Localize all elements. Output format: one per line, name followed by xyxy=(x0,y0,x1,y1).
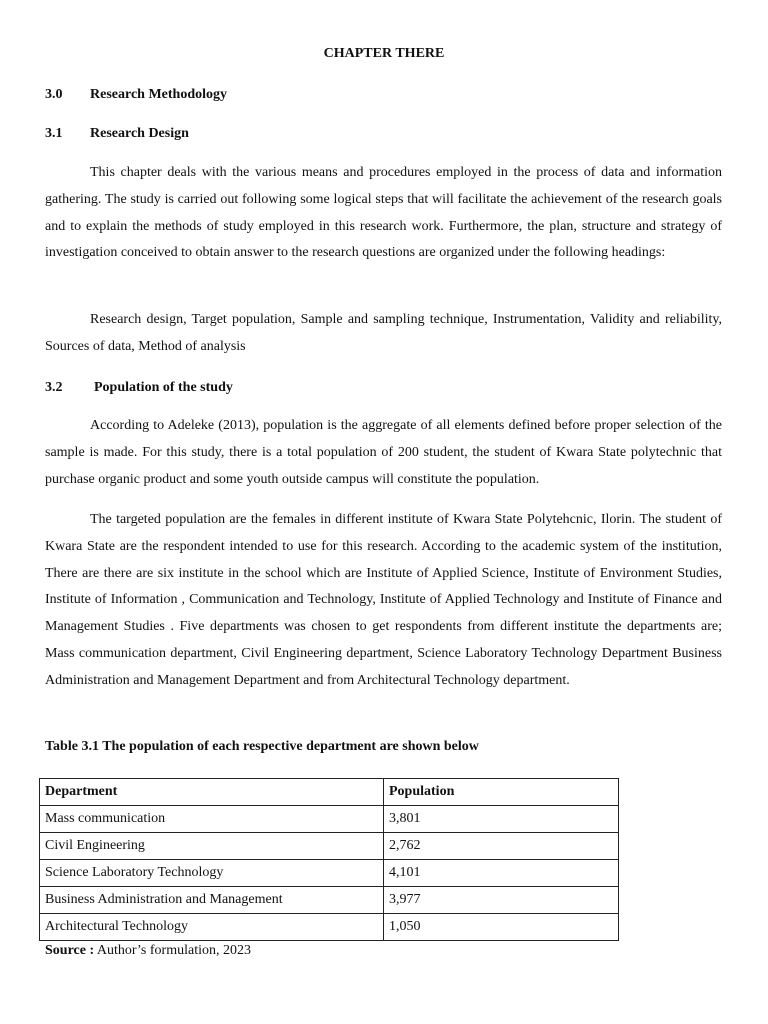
table-caption: Table 3.1 The population of each respective department are shown below xyxy=(45,739,479,754)
table-row xyxy=(40,860,619,887)
section-number: 3.2 xyxy=(45,380,63,395)
source-label: Source : xyxy=(45,943,95,958)
cell-population: 3,977 xyxy=(384,887,619,914)
section-title: Research Methodology xyxy=(90,87,227,102)
header-population: Population xyxy=(384,779,619,806)
header-department: Department xyxy=(40,779,384,806)
cell-department: Civil Engineering xyxy=(40,833,384,860)
table-row xyxy=(40,914,619,941)
section-number: 3.0 xyxy=(45,87,63,102)
cell-population: 3,801 xyxy=(384,806,619,833)
paragraph-headings-list: Research design, Target population, Sample and sampling technique, Instrumentation, Validity and reliability, Sources of data, Method of analysis xyxy=(45,312,722,354)
table-row xyxy=(40,833,619,860)
cell-population: 4,101 xyxy=(384,860,619,887)
cell-department: Business Administration and Management xyxy=(40,887,384,914)
chapter-title: CHAPTER THERE xyxy=(323,46,445,61)
paragraph-research-design: This chapter deals with the various means and procedures employed in the process of data and information gathering. The study is carried out following some logical steps that will facilitate the achievement of the research goals and to explain the methods of study employed in this research work. Furthermore, the plan, structure and strategy of investigation conceived to obtain answer to the research questions are organized under the following headings: xyxy=(45,165,722,261)
cell-department: Science Laboratory Technology xyxy=(40,860,384,887)
cell-department: Architectural Technology xyxy=(40,914,384,941)
table-header-row xyxy=(40,779,619,806)
table-source xyxy=(45,943,251,959)
section-title: Research Design xyxy=(90,126,189,141)
section-heading-3-2 xyxy=(45,380,233,396)
source-text: Author’s formulation, 2023 xyxy=(94,943,251,958)
table-row xyxy=(40,806,619,833)
cell-department: Mass communication xyxy=(40,806,384,833)
paragraph-targeted-population: The targeted population are the females in different institute of Kwara State Polytehcnic, Ilorin. The student of Kwara State are the respondent intended to use for this research. According to the academic system of the institution, There are there are six institute in the school which are Institute of Applied Science, Institute of Environment Studies, Institute of Information , Communication and Technology, Institute of Applied Technology and Institute of Finance and Management Studies . Five departments was chosen to get respondents from different institute the departments are; Mass communication department, Civil Engineering department, Science Laboratory Technology Department Business Administration and Management Department and from Architectural Technology department. xyxy=(45,512,722,688)
section-number: 3.1 xyxy=(45,126,63,141)
cell-population: 2,762 xyxy=(384,833,619,860)
section-title: Population of the study xyxy=(94,380,233,395)
cell-population: 1,050 xyxy=(384,914,619,941)
paragraph-population-definition: According to Adeleke (2013), population is the aggregate of all elements defined before proper selection of the sample is made. For this study, there is a total population of 200 student, the student of Kwara State polytechnic that purchase organic product and some youth outside campus will constitute the population. xyxy=(45,418,722,487)
table-row xyxy=(40,887,619,914)
section-heading-3-1 xyxy=(45,126,189,142)
section-heading-3-0 xyxy=(45,87,227,103)
population-table xyxy=(39,778,619,941)
